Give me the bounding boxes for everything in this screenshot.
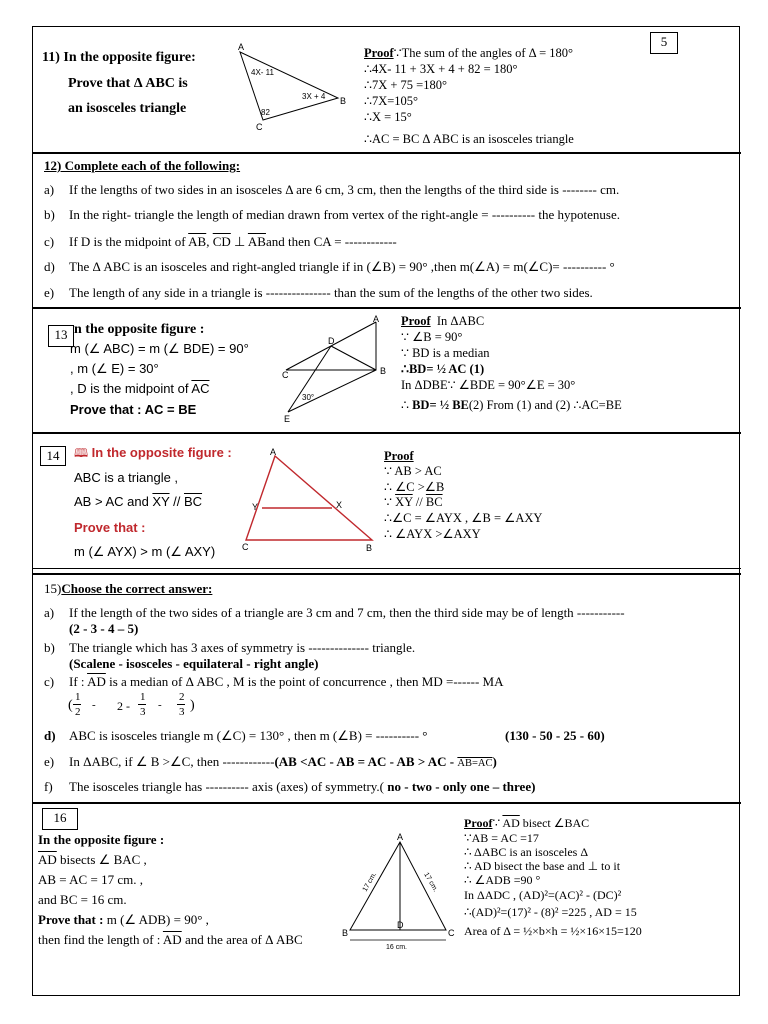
vertex-label-c: C (448, 928, 455, 938)
q15-f-text (69, 779, 535, 794)
text: Prove that : (38, 912, 104, 927)
q15-b-label: b) (44, 640, 55, 655)
q15-b-text: The triangle which has 3 axes of symmetry is -------------- triangle. (69, 640, 416, 655)
q16-line4 (38, 912, 209, 927)
text: no - two - only one – three) (384, 779, 536, 794)
q14-proof-line1: ∵ AB > AC (384, 464, 442, 478)
text: 2 - (117, 699, 130, 713)
q13-proof-line2: ∵ ∠B = 90° (401, 330, 463, 344)
q16-proof-line5: ∴ ∠ADB =90 ° (464, 873, 541, 887)
q12-c-text (69, 234, 397, 249)
text: bisects ∠ BAC , (56, 852, 147, 867)
separator (33, 307, 741, 309)
q15-a-text: If the length of the two sides of a triangle are 3 cm and 7 cm, then the third side may be of length ----------- (69, 605, 625, 620)
q15-title (44, 581, 212, 596)
vertex-label-c: C (256, 122, 263, 132)
vertex-label-c: C (282, 370, 289, 380)
segment: $\overline{CD}$ (212, 234, 231, 249)
q16-triangle-figure (342, 830, 462, 950)
segment: $\overline{AD}$ (87, 674, 106, 689)
denominator: 3 (179, 706, 185, 718)
q11-proof-line5: ∴X = 15° (364, 110, 412, 124)
proof-title: Proof (401, 314, 431, 328)
separator (33, 432, 741, 434)
proof-text: ∵The sum of the angles of Δ = 180° (393, 46, 574, 60)
text: , (206, 234, 213, 249)
q14-proof-title: Proof (384, 449, 414, 463)
q13-line4: Prove that : AC = BE (70, 402, 197, 417)
text: and then CA = ------------ (265, 234, 397, 249)
separator (33, 152, 741, 154)
q14-triangle-figure (240, 448, 380, 556)
vertex-label-b: B (342, 928, 349, 938)
q12-e-text: The length of any side in a triangle is --------------- than the sum of the lengths of the other two sides. (69, 285, 593, 300)
vertex-label-a: A (397, 832, 404, 842)
q13-proof-line4: ∴BD= ½ AC (1) (401, 362, 485, 376)
q12-c-label: c) (44, 234, 55, 249)
q16-proof-line7: ∴(AD)²=(17)² - (8)² =225 , AD = 15 (464, 905, 637, 919)
text: , D is the midpoint of (70, 381, 192, 396)
q15-d-label: d) (44, 728, 56, 743)
q15-d-text: ABC is isosceles triangle m (∠C) = 130° , then m (∠B) = ---------- ° (69, 728, 428, 743)
q15-b-options: (Scalene - isosceles - equilateral - right angle) (69, 656, 319, 671)
text: bisect ∠BAC (519, 816, 590, 830)
text: If : (69, 674, 88, 689)
numerator: 1 (140, 691, 146, 703)
book-icon: 🕮 (74, 446, 89, 460)
vertex-label-x: X (336, 500, 343, 510)
q16-proof-line3: ∴ ΔABC is an isosceles Δ (464, 845, 589, 859)
text: // (169, 494, 184, 509)
segment: $\overline{AC}$ (191, 381, 210, 396)
angle-b-label: 3X + 4 (302, 92, 326, 101)
q16-heading: In the opposite figure : (38, 832, 165, 847)
q12-d-text: The Δ ABC is an isosceles and right-angled triangle if in (∠B) = 90° ,then m(∠A) = m(∠C)= ---------- ° (69, 259, 615, 274)
q16-number: 16 (42, 808, 78, 830)
segment: $\overline{XY}$ (395, 495, 413, 509)
numerator: 2 (179, 691, 185, 703)
q11-proof-line4: ∴7X=105° (364, 94, 419, 108)
q15-e-label: e) (44, 754, 55, 769)
text: In ΔABC (436, 314, 485, 328)
q14-line4: m (∠ AYX) > m (∠ AXY) (74, 544, 216, 559)
q13-line3 (70, 381, 209, 396)
vertex-label-d: D (328, 336, 335, 346)
q14-proof-line5: ∴ ∠AYX >∠AXY (384, 527, 481, 541)
q11-triangle-figure (228, 40, 363, 132)
text: ∵ (492, 816, 503, 830)
text: AB=AC (457, 758, 493, 769)
vertex-label-a: A (238, 42, 245, 52)
q12-b-label: b) (44, 207, 55, 222)
segment: $\overline{BC}$ (183, 494, 203, 509)
vertex-label-a: A (270, 448, 277, 457)
q11-title: 11) In the opposite figure: (42, 50, 196, 65)
q14-proof-line4: ∴∠C = ∠AYX , ∠B = ∠AXY (384, 511, 543, 525)
q15-f-label: f) (44, 779, 53, 794)
numerator: 1 (75, 691, 81, 703)
q16-line3: and BC = 16 cm. (38, 892, 127, 907)
separator (33, 802, 741, 804)
text: In ΔABC, if ∠ B >∠C, then ------------ (69, 754, 275, 769)
q16-proof-line6: In ΔADC , (AD)²=(AC)² - (DC)² (464, 888, 622, 902)
q12-e-label: e) (44, 285, 55, 300)
angle-label: 30° (302, 393, 315, 402)
q13-line2: , m (∠ E) = 30° (70, 361, 159, 376)
q11-line2: Prove that Δ ABC is (68, 76, 188, 91)
q13-proof-line5: In ΔDBE∵ ∠BDE = 90°∠E = 30° (401, 378, 576, 392)
separator (33, 573, 741, 575)
q13-proof-line3: ∵ BD is a median (401, 346, 490, 360)
separator (33, 568, 741, 569)
text: m (∠ ADB) = 90° , (103, 912, 209, 927)
text: and the area of Δ ABC (181, 932, 303, 947)
segment: $\overline{XY}$ (152, 494, 170, 509)
q15-c-options: ( 1 2 - 2 - 1 3 - 2 3 ) (68, 691, 195, 718)
q16-proof-line8: Area of Δ = ½×b×h = ½×16×15=120 (464, 924, 642, 938)
vertex-label-e: E (284, 414, 291, 424)
q14-prove: Prove that : (74, 520, 146, 535)
q12-a-label: a) (44, 182, 55, 197)
segment: $\overline{AB}$ (188, 234, 207, 249)
q14-heading (74, 445, 232, 461)
q13-line1: m (∠ ABC) = m (∠ BDE) = 90° (70, 341, 249, 356)
vertex-label-b: B (366, 543, 373, 553)
segment: $\overline{AB}$ (247, 234, 266, 249)
text: AB > AC and (74, 494, 153, 509)
q13-triangle-figure (278, 314, 398, 426)
base-label: 16 cm. (386, 944, 408, 950)
q11-proof-line6: ∴AC = BC Δ ABC is an isosceles triangle (364, 132, 574, 146)
text: ) (492, 754, 497, 769)
vertex-label-b: B (380, 366, 387, 376)
q16-proof-line4: ∴ AD bisect the base and ⊥ to it (464, 859, 621, 873)
q11-proof-line1 (364, 46, 573, 61)
text: (2) From (1) and (2) ∴AC=BE (468, 398, 622, 412)
vertex-label-b: B (340, 96, 347, 106)
text: // (412, 495, 426, 509)
vertex-label-a: A (373, 314, 380, 324)
denominator: 3 (140, 706, 146, 718)
q11-proof-line2: ∴4X- 11 + 3X + 4 + 82 = 180° (364, 62, 518, 76)
vertex-label-c: C (242, 542, 249, 552)
segment: $\overline{AD}$ (162, 932, 182, 947)
text: ∴ (401, 398, 413, 412)
q12-b-text: In the right- triangle the length of median drawn from vertex of the right-angle = ---------- the hypotenuse. (69, 207, 620, 222)
side-left-label: 17 cm. (361, 871, 379, 893)
proof-title: Proof (364, 46, 394, 60)
q13-number: 13 (48, 325, 74, 347)
q11-line3: an isosceles triangle (68, 101, 187, 116)
denominator: 2 (75, 706, 81, 718)
q16-proof-line1 (464, 816, 589, 831)
text: If D is the midpoint of (69, 234, 189, 249)
q14-line1: ABC is a triangle , (74, 470, 179, 485)
q13-heading: n the opposite figure : (74, 322, 205, 337)
text: (AB <AC - AB = AC - AB > AC - (274, 754, 458, 769)
q13-proof-line1 (401, 314, 484, 329)
angle-c-label: 82 (261, 108, 270, 117)
q15-e-text (69, 754, 497, 771)
q12-a-text: If the lengths of two sides in an isosceles Δ are 6 cm, 3 cm, then the lengths of the third side is -------- cm. (69, 182, 620, 197)
q14-line2 (74, 494, 202, 509)
q12-title: 12) Complete each of the following: (44, 158, 241, 173)
segment: $\overline{AD}$ (502, 816, 520, 830)
q14-proof-line3 (384, 495, 443, 510)
q16-line1 (38, 852, 147, 867)
q15-c-text (69, 674, 504, 689)
q16-line2: AB = AC = 17 cm. , (38, 872, 143, 887)
text: then find the length of : (38, 932, 163, 947)
separator: - (92, 699, 96, 711)
text: Choose the correct answer: (61, 581, 213, 596)
q14-number: 14 (40, 446, 66, 466)
page-number: 5 (650, 32, 678, 54)
proof-title: Proof (464, 816, 493, 830)
q15-d-options: (130 - 50 - 25 - 60) (505, 728, 605, 743)
q15-c-label: c) (44, 674, 55, 689)
text: The isosceles triangle has ---------- axis (axes) of symmetry.( (69, 779, 385, 794)
segment: $\overline{AD}$ (38, 852, 57, 867)
text: ⊥ (230, 234, 248, 249)
q15-a-label: a) (44, 605, 55, 620)
segment: $\overline{BC}$ (425, 495, 443, 509)
separator: - (158, 699, 162, 711)
side-right-label: 17 cm. (422, 871, 439, 894)
text: 15) (44, 581, 62, 596)
q14-proof-line2: ∴ ∠C >∠B (384, 480, 445, 494)
q16-proof-line2: ∵AB = AC =17 (464, 831, 539, 845)
q13-proof-line6 (401, 398, 622, 413)
q11-proof-line3: ∴7X + 75 =180° (364, 78, 447, 92)
text: is a median of Δ ABC , M is the point of concurrence , then MD =------ MA (105, 674, 504, 689)
angle-a-label: 4X- 11 (251, 68, 274, 77)
vertex-label-d: D (397, 920, 404, 930)
vertex-label-y: Y (252, 502, 259, 512)
q16-line5 (38, 932, 303, 947)
text: In the opposite figure : (91, 445, 232, 460)
text: ∵ (384, 495, 396, 509)
q12-d-label: d) (44, 259, 55, 274)
q15-a-options: (2 - 3 - 4 – 5) (69, 621, 139, 636)
text: BD= ½ BE (412, 398, 469, 412)
